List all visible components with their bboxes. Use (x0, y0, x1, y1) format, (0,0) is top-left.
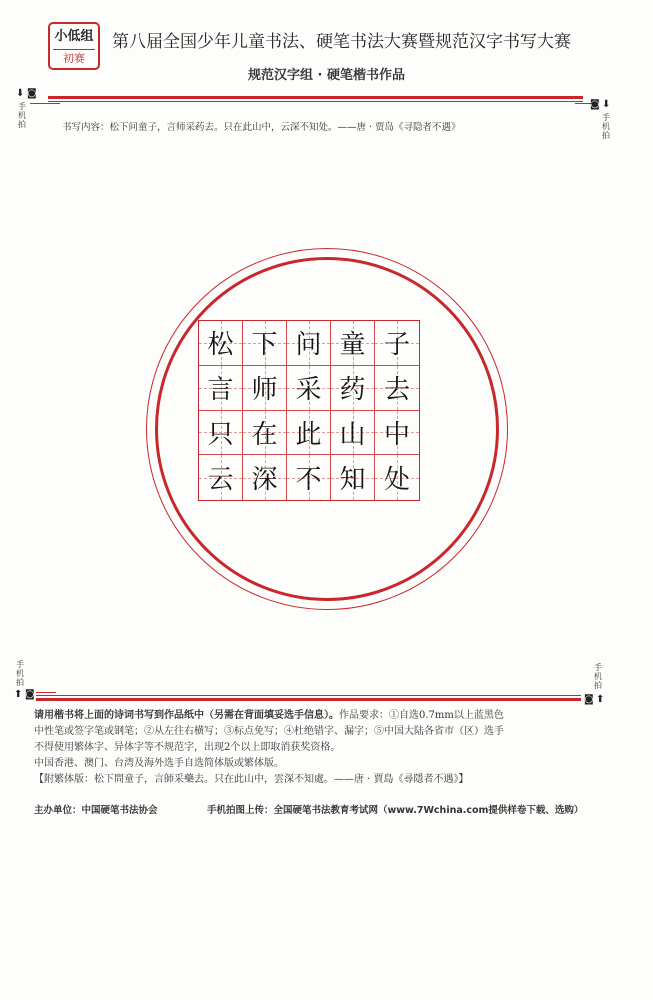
grid-cell: 不 (287, 455, 331, 500)
grid-cell: 深 (243, 455, 287, 500)
grid-cell: 子 (375, 321, 419, 366)
side-label-bottom-right: 手机拍 (594, 663, 602, 690)
grid-cell: 童 (331, 321, 375, 366)
page-subtitle: 规范汉字组 · 硬笔楷书作品 (248, 68, 405, 83)
group-label: 小低组 (54, 29, 94, 44)
bottom-divider-left-stub (36, 692, 56, 693)
requirements-block (34, 708, 584, 788)
camera-icon: ◙ (25, 689, 35, 700)
requirements-line-5: 【附繁体版：松下問童子，言師采藥去。只在此山中，雲深不知處。——唐 · 賈島《尋隱者不遇》】 (34, 774, 469, 785)
requirements-lead: 请用楷书将上面的诗词书写到作品纸中（另需在背面填妥选手信息）。 (34, 710, 339, 721)
grid-cell: 知 (331, 455, 375, 500)
page-title: 第八届全国少年儿童书法、硬笔书法大赛暨规范汉字书写大赛 (112, 32, 571, 52)
requirements-line-4: 中国香港、澳门、台湾及海外选手自选简体版或繁体版。 (34, 758, 284, 769)
grid-cell: 问 (287, 321, 331, 366)
arrow-up-icon: ⬆ (596, 694, 605, 705)
arrow-down-icon: ⬇ (602, 99, 611, 110)
bottom-divider-thin (36, 695, 581, 696)
camera-icon: ◙ (27, 88, 37, 99)
arrow-up-icon: ⬆ (14, 689, 23, 700)
grid-cell: 在 (243, 411, 287, 456)
calligraphy-grid (198, 320, 420, 501)
grid-cell: 中 (375, 411, 419, 456)
grid-cell: 此 (287, 411, 331, 456)
grid-cell: 下 (243, 321, 287, 366)
grid-cell: 松 (199, 321, 243, 366)
grid-cell: 云 (199, 455, 243, 500)
requirements-line-2: 中性笔或签字笔或钢笔；②从左往右横写；③标点免写；④杜绝错字、漏字；⑤中国大陆各省市（区）选手 (34, 726, 504, 737)
top-divider-left-stub (30, 103, 60, 104)
group-badge (48, 22, 100, 70)
camera-icon: ◙ (590, 99, 600, 110)
top-divider-thick (48, 96, 583, 99)
writing-content: 书写内容：松下问童子，言师采药去。只在此山中，云深不知处。——唐 · 贾岛《寻隐者不遇》 (62, 122, 461, 133)
grid-cell: 去 (375, 366, 419, 411)
camera-icon: ◙ (584, 694, 594, 705)
grid-cell: 处 (375, 455, 419, 500)
grid-cell: 药 (331, 366, 375, 411)
requirements-line-1-rest: 作品要求：①自选0.7mm以上蓝黑色 (339, 710, 504, 721)
side-label-top-right: 手机拍 (602, 113, 610, 140)
side-label-top-left: 手机拍 (18, 102, 26, 129)
arrow-down-icon: ⬇ (16, 88, 25, 99)
requirements-line-3: 不得使用繁体字、异体字等不规范字，出现2个以上即取消获奖资格。 (34, 742, 341, 753)
grid-cell: 采 (287, 366, 331, 411)
stage-label: 初赛 (63, 52, 85, 65)
grid-cell: 师 (243, 366, 287, 411)
side-label-bottom-left: 手机拍 (16, 660, 24, 687)
upload-info-text: 手机拍图上传：全国硬笔书法教育考试网（www.7Wchina.com提供样卷下载、选购） (207, 805, 584, 816)
grid-cell: 只 (199, 411, 243, 456)
grid-cell: 山 (331, 411, 375, 456)
grid-cell: 言 (199, 366, 243, 411)
organizer-text: 主办单位：中国硬笔书法协会 (34, 805, 158, 816)
top-divider-thin (48, 101, 583, 102)
bottom-divider-thick (36, 698, 581, 701)
requirements-line-1 (34, 708, 584, 724)
